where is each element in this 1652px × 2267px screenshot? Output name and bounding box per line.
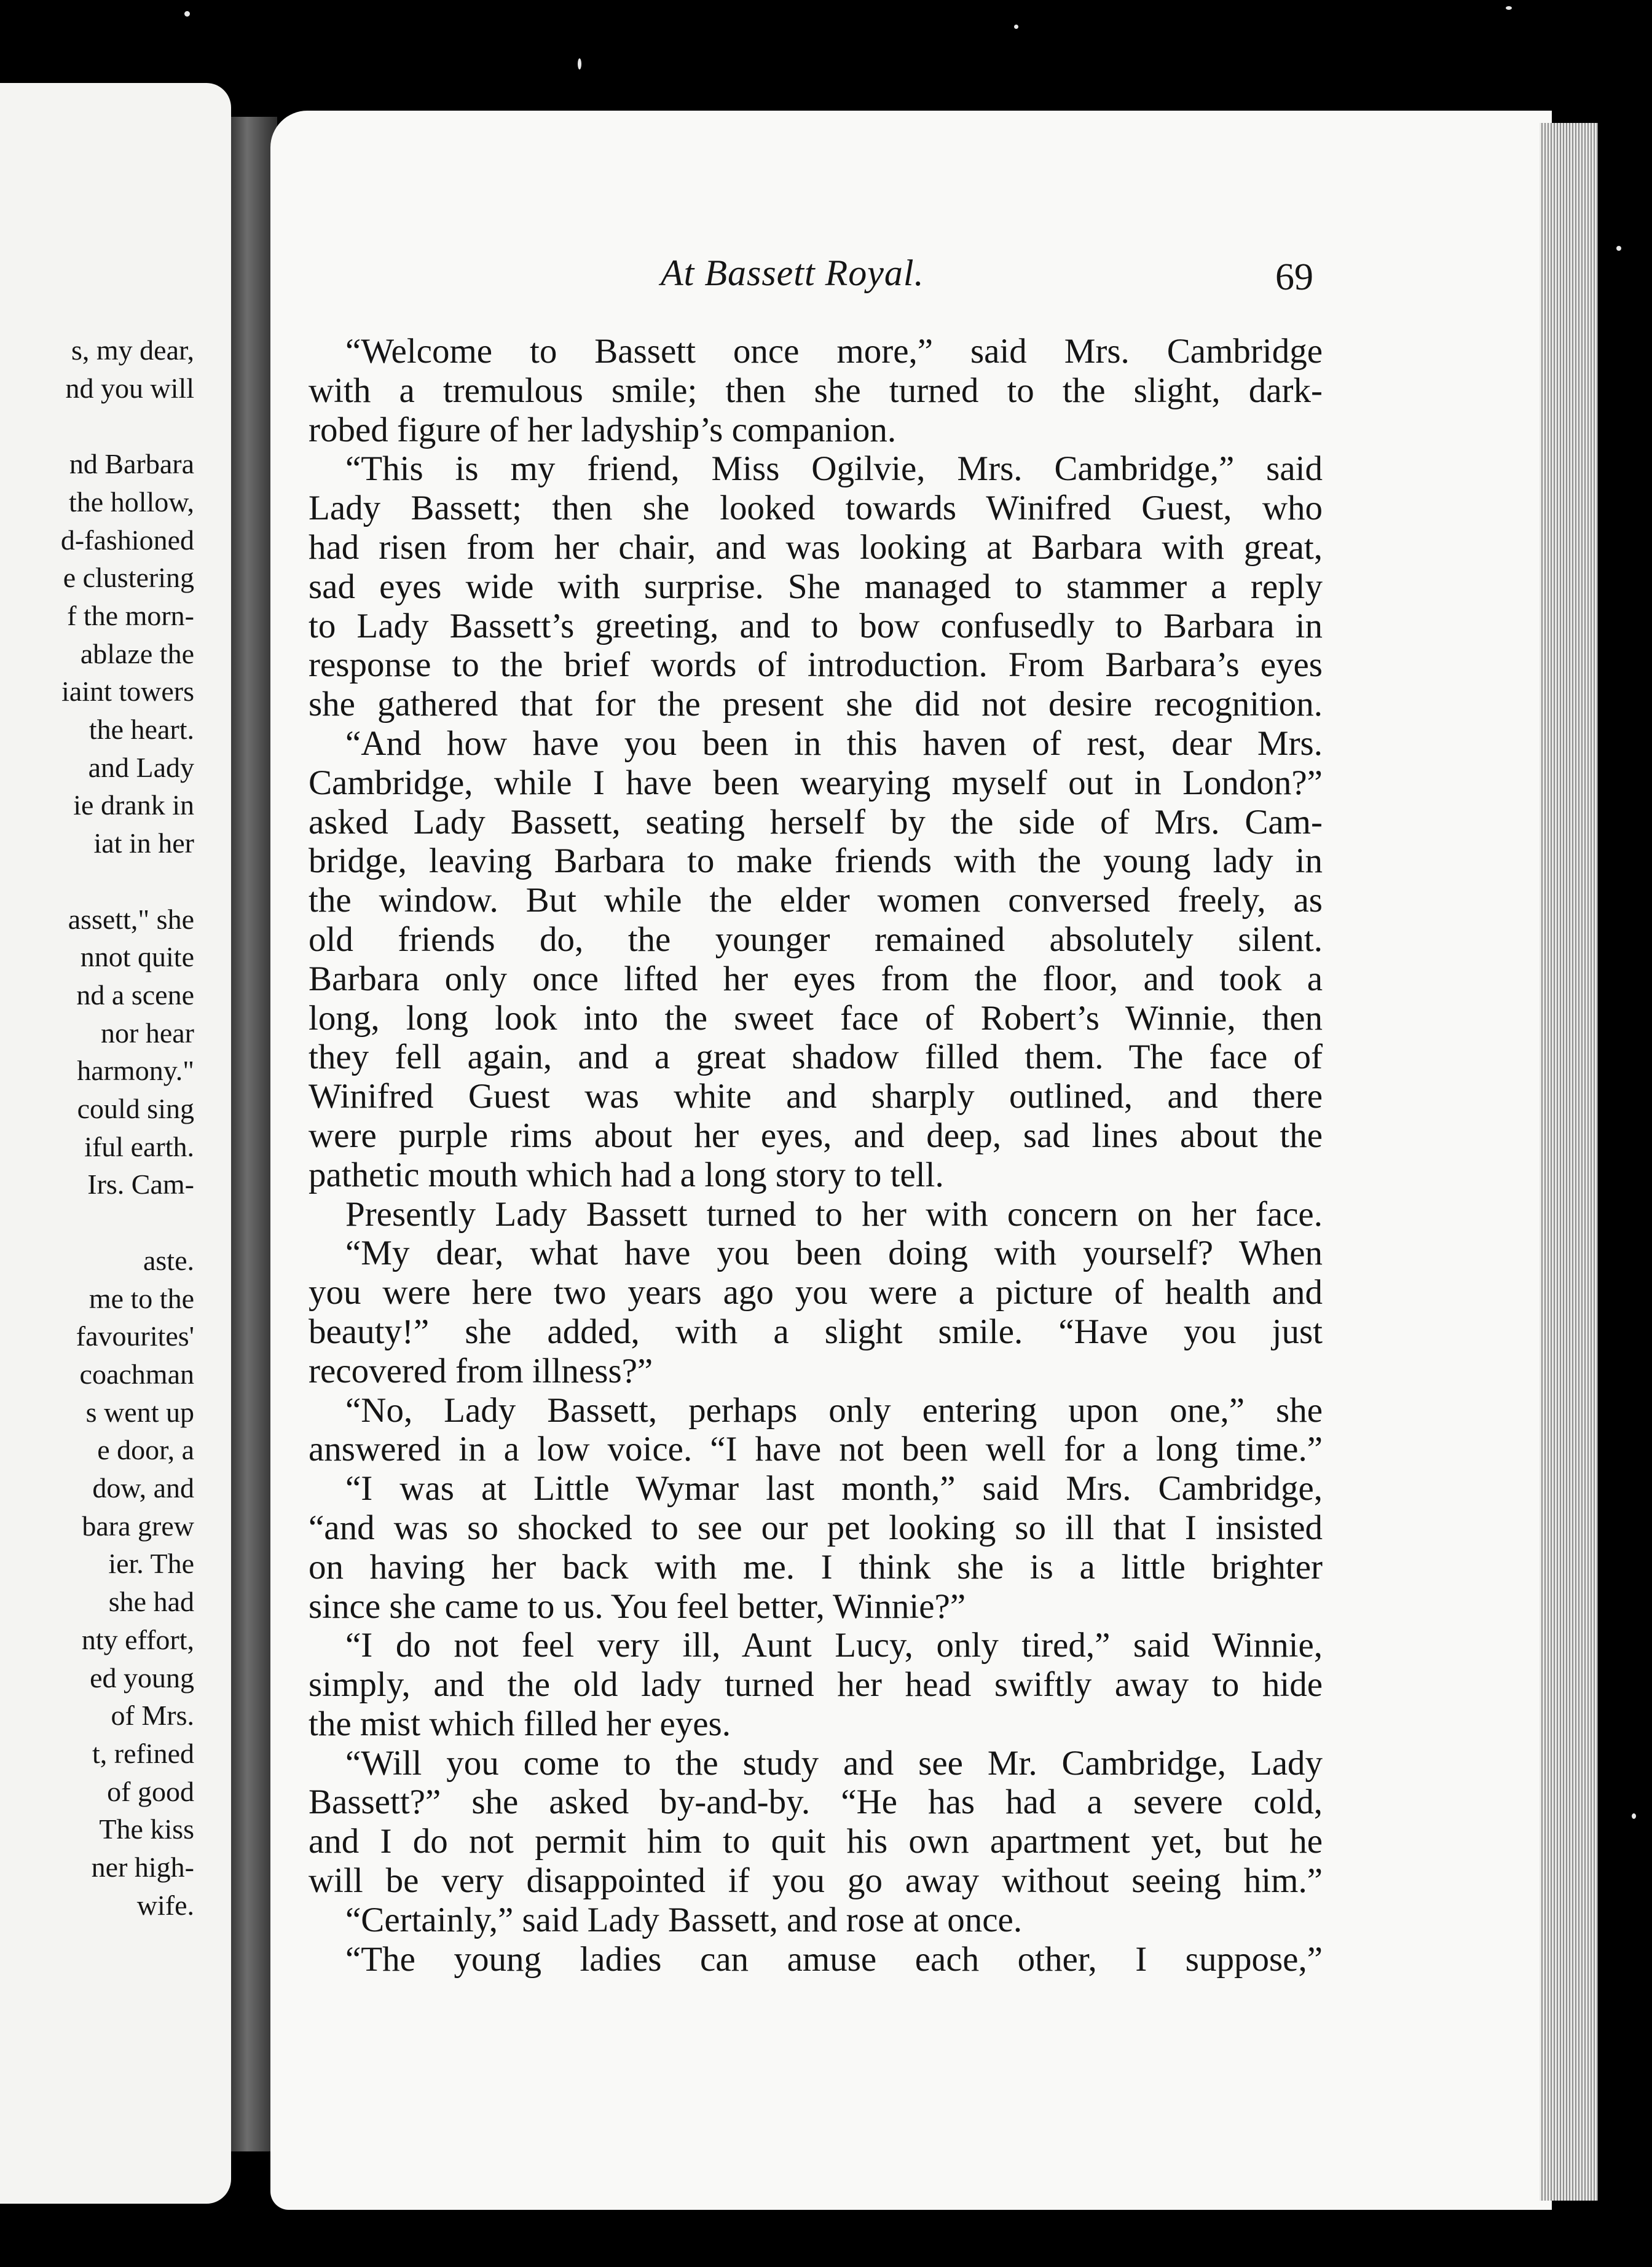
text-line: were purple rims about her eyes, and deep, sad lines about the xyxy=(309,1116,1323,1155)
text-line: the window. But while the elder women conversed freely, as xyxy=(309,881,1323,920)
previous-page-line: d-fashioned xyxy=(60,524,194,556)
text-line: on having her back with me. I think she is a little brighter xyxy=(309,1547,1323,1587)
previous-page-line: she had xyxy=(108,1586,194,1618)
text-line: old friends do, the younger remained absolutely silent. xyxy=(309,920,1323,959)
previous-page-line: nd Barbara xyxy=(69,448,194,480)
text-line: and I do not permit him to quit his own apartment yet, but he xyxy=(309,1822,1323,1861)
text-line: Bassett?” she asked by-and-by. “He has had a severe cold, xyxy=(309,1783,1323,1822)
text-line: pathetic mouth which had a long story to tell. xyxy=(309,1155,944,1194)
previous-page-line: could sing xyxy=(77,1093,194,1124)
previous-page-line: nd a scene xyxy=(76,979,194,1011)
text-line: “The young ladies can amuse each other, I suppose,” xyxy=(345,1939,1323,1979)
previous-page-line: wife. xyxy=(136,1889,194,1921)
text-line: asked Lady Bassett, seating herself by the side of Mrs. Cam- xyxy=(309,802,1323,842)
scan-speck xyxy=(1632,1813,1636,1819)
scan-speck xyxy=(1014,25,1018,29)
text-line: Cambridge, while I have been wearying myself out in London?” xyxy=(309,763,1323,802)
text-line: bridge, leaving Barbara to make friends with the young lady in xyxy=(309,842,1323,881)
previous-page-line: f the morn- xyxy=(67,599,194,631)
previous-page-line: favourites' xyxy=(76,1320,194,1352)
previous-page-line: coachman xyxy=(79,1358,194,1390)
text-line: robed figure of her ladyship’s companion. xyxy=(309,410,897,449)
text-line: “and was so shocked to see our pet looking so ill that I insisted xyxy=(309,1508,1323,1547)
previous-page-line: Irs. Cam- xyxy=(87,1169,194,1201)
running-head: At Bassett Royal. xyxy=(661,253,924,293)
previous-page-line: ed young xyxy=(90,1662,194,1693)
previous-page-line: aste. xyxy=(143,1244,194,1276)
text-line: with a tremulous smile; then she turned to the slight, dark- xyxy=(309,371,1323,410)
text-line: the mist which filled her eyes. xyxy=(309,1704,731,1743)
text-line: “I was at Little Wymar last month,” said Mrs. Cambridge, xyxy=(345,1469,1323,1508)
previous-page-line: iaint towers xyxy=(61,676,194,708)
previous-page-line: iful earth. xyxy=(84,1130,194,1162)
text-line: “Welcome to Bassett once more,” said Mrs. Cambridge xyxy=(345,332,1323,371)
previous-page-line: The kiss xyxy=(99,1813,194,1845)
text-line: “Will you come to the study and see Mr. Cambridge, Lady xyxy=(345,1743,1323,1783)
text-line: “I do not feel very ill, Aunt Lucy, only tired,” said Winnie, xyxy=(345,1626,1323,1665)
previous-page-line: e clustering xyxy=(63,562,194,594)
previous-page-line: e door, a xyxy=(97,1434,194,1466)
text-line: “Certainly,” said Lady Bassett, and rose at once. xyxy=(345,1900,1023,1939)
previous-page-line: of good xyxy=(107,1775,194,1807)
previous-page-line: iat in her xyxy=(93,827,194,859)
text-line: to Lady Bassett’s greeting, and to bow confusedly to Barbara in xyxy=(309,606,1323,645)
text-line: sad eyes wide with surprise. She managed to stammer a reply xyxy=(309,567,1323,606)
previous-page xyxy=(0,83,231,2204)
previous-page-line: me to the xyxy=(88,1282,194,1314)
scan-speck xyxy=(578,58,581,69)
previous-page-line: nor hear xyxy=(101,1017,194,1049)
text-line: answered in a low voice. “I have not been well for a long time.” xyxy=(309,1430,1323,1469)
body-text xyxy=(309,332,1323,1979)
text-line: simply, and the old lady turned her head swiftly away to hide xyxy=(309,1665,1323,1705)
previous-page-line: t, refined xyxy=(92,1737,194,1769)
previous-page-line: the hollow, xyxy=(69,486,194,518)
text-line: “This is my friend, Miss Ogilvie, Mrs. Cambridge,” said xyxy=(345,449,1323,489)
previous-page-line: nd you will xyxy=(65,372,194,404)
previous-page-line: dow, and xyxy=(92,1472,194,1504)
previous-page-line: bara grew xyxy=(82,1510,194,1542)
scan-speck xyxy=(1506,6,1512,10)
text-line: they fell again, and a great shadow filled them. The face of xyxy=(309,1038,1323,1077)
previous-page-line: ablaze the xyxy=(80,637,194,669)
page-edges xyxy=(1540,123,1598,2201)
text-line: “And how have you been in this haven of rest, dear Mrs. xyxy=(345,723,1323,763)
previous-page-line: ie drank in xyxy=(73,789,194,821)
previous-page-line: the heart. xyxy=(88,714,194,745)
text-line: since she came to us. You feel better, Winnie?” xyxy=(309,1587,966,1626)
text-line: had risen from her chair, and was looking at Barbara with great, xyxy=(309,527,1323,567)
text-line: Barbara only once lifted her eyes from the floor, and took a xyxy=(309,959,1323,998)
scan-speck xyxy=(1616,246,1621,251)
previous-page-line: assett," she xyxy=(68,903,194,935)
previous-page-line: ier. The xyxy=(108,1548,194,1580)
scan-speck xyxy=(184,11,190,17)
page-number: 69 xyxy=(1275,256,1313,298)
text-line: Winifred Guest was white and sharply outlined, and there xyxy=(309,1077,1323,1116)
previous-page-line: of Mrs. xyxy=(111,1700,194,1732)
text-line: beauty!” she added, with a slight smile. “Have you just xyxy=(309,1312,1323,1351)
text-line: will be very disappointed if you go away without seeing him.” xyxy=(309,1861,1323,1901)
text-line: she gathered that for the present she did not desire recognition. xyxy=(309,685,1323,724)
text-line: recovered from illness?” xyxy=(309,1351,653,1390)
previous-page-line: ner high- xyxy=(91,1851,194,1883)
text-line: “No, Lady Bassett, perhaps only entering upon one,” she xyxy=(345,1390,1323,1430)
text-line: you were here two years ago you were a picture of health and xyxy=(309,1273,1323,1312)
previous-page-line: nnot quite xyxy=(80,941,194,973)
previous-page-line: and Lady xyxy=(88,751,194,783)
previous-page-line: s, my dear, xyxy=(71,334,194,366)
text-line: response to the brief words of introduction. From Barbara’s eyes xyxy=(309,645,1323,685)
text-line: Lady Bassett; then she looked towards Winifred Guest, who xyxy=(309,489,1323,528)
previous-page-line: nty effort, xyxy=(81,1623,194,1655)
text-line: “My dear, what have you been doing with yourself? When xyxy=(345,1234,1323,1273)
previous-page-line: harmony." xyxy=(77,1055,194,1087)
text-line: long, long look into the sweet face of Robert’s Winnie, then xyxy=(309,998,1323,1038)
text-line: Presently Lady Bassett turned to her with concern on her face. xyxy=(345,1194,1323,1234)
previous-page-line: s went up xyxy=(85,1396,194,1428)
